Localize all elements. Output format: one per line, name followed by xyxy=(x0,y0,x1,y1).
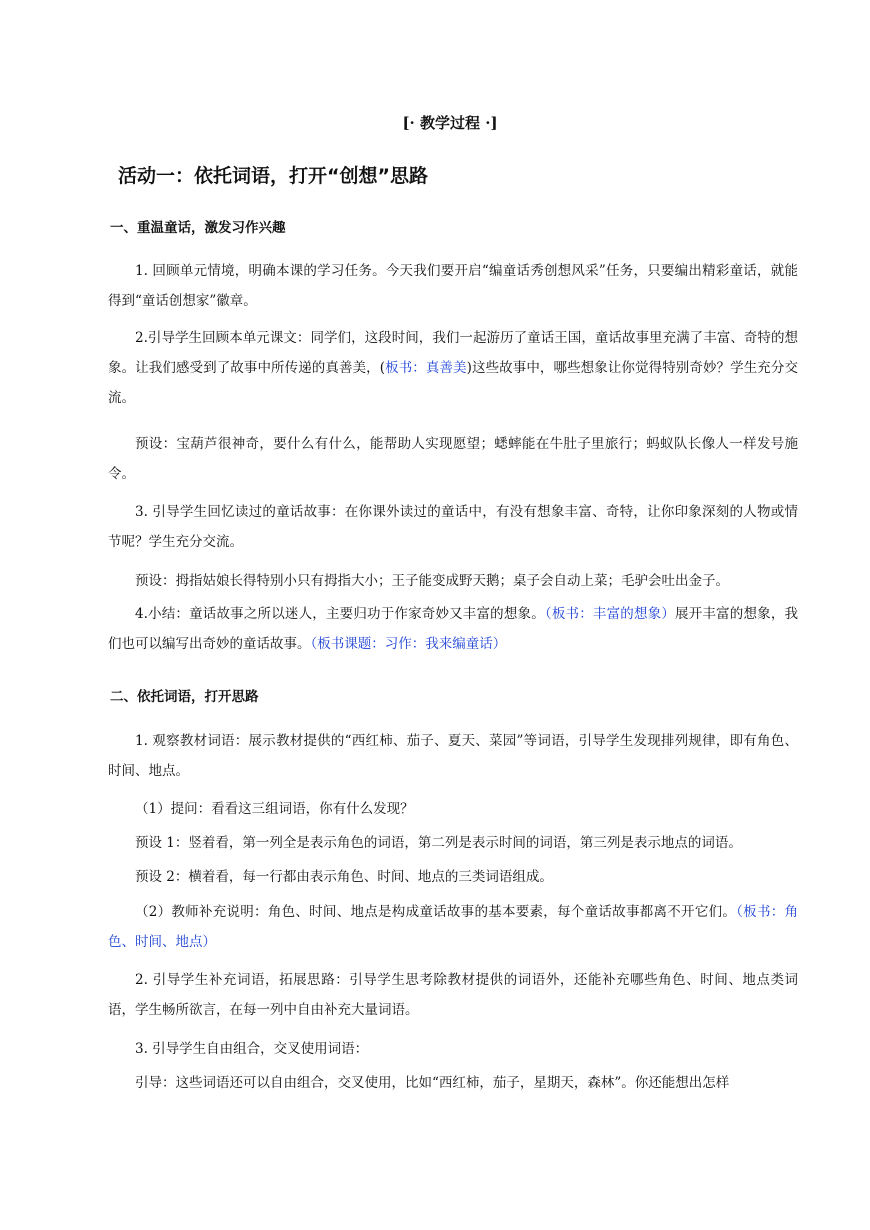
paragraph-text: 2.引导学生回顾本单元课文：同学们，这段时间，我们一起游历了童话王国，童话故事里充满了丰富、奇特的想象。让我们感受到了故事中所传递的真善美，( xyxy=(108,330,798,376)
paragraph: 预设：宝葫芦很神奇，要什么有什么，能帮助人实现愿望；蟋蟀能在牛肚子里旅行；蚂蚁队长像人一样发号施令。 xyxy=(108,436,798,482)
board-note: （板书：丰富的想象） xyxy=(544,606,676,622)
section-heading-1: 一、重温童话，激发习作兴趣 xyxy=(110,220,286,236)
paragraph: 3. 引导学生自由组合，交叉使用词语： xyxy=(135,1041,369,1057)
paragraph-text: )这些故事中，哪些想象让你觉得特别奇妙？学生充分交流。 xyxy=(108,360,798,406)
board-note: （板书：角色、时间、地点） xyxy=(108,904,799,950)
paragraph-text: 4.小结：童话故事之所以迷人，主要归功于作家奇妙又丰富的想象。 xyxy=(135,606,545,622)
paragraph: 2. 引导学生补充词语，拓展思路：引导学生思考除教材提供的词语外，还能补充哪些角色、时间、地点类词语，学生畅所欲言，在每一列中自由补充大量词语。 xyxy=(108,972,798,1018)
paragraph xyxy=(108,323,798,413)
paragraph: 1. 观察教材词语：展示教材提供的“西红柿、茄子、夏天、菜园”等词语，引导学生发现排列规律，即有角色、时间、地点。 xyxy=(108,733,798,779)
paragraph: 预设：拇指姑娘长得特别小只有拇指大小；王子能变成野天鹅；桌子会自动上菜；毛驴会吐出金子。 xyxy=(135,573,729,589)
paragraph: （1）提问：看看这三组词语，你有什么发现？ xyxy=(135,801,414,817)
activity-heading: 活动一：依托词语，打开“创想”思路 xyxy=(118,165,428,187)
paragraph xyxy=(108,599,798,659)
section-heading-2: 二、依托词语，打开思路 xyxy=(110,689,259,705)
paragraph-text: （2）教师补充说明：角色、时间、地点是构成童话故事的基本要素，每个童话故事都离不开它们。 xyxy=(135,904,737,920)
paragraph: 预设 2：横着看，每一行都由表示角色、时间、地点的三类词语组成。 xyxy=(135,869,553,885)
paragraph: 3. 引导学生回忆读过的童话故事：在你课外读过的童话中，有没有想象丰富、奇特，让你印象深刻的人物或情节呢？学生充分交流。 xyxy=(108,504,798,550)
board-note: （板书课题：习作：我来编童话） xyxy=(310,636,507,652)
paragraph: 预设 1：竖着看，第一列全是表示角色的词语，第二列是表示时间的词语，第三列是表示地点的词语。 xyxy=(135,835,742,851)
board-note: 板书：真善美 xyxy=(385,360,467,376)
paragraph-text: 展开丰富的想象，我们也可以编写出奇妙的童话故事。 xyxy=(108,606,799,652)
paragraph xyxy=(108,897,798,957)
paragraph: 引导：这些词语还可以自由组合，交叉使用，比如“西红柿，茄子，星期天，森林”。你还能想出怎样 xyxy=(135,1075,730,1091)
page-title: [· 教学过程 ·] xyxy=(402,114,498,132)
paragraph: 1. 回顾单元情境，明确本课的学习任务。今天我们要开启“编童话秀创想风采”任务，只要编出精彩童话，就能得到“童话创想家”徽章。 xyxy=(108,263,798,309)
